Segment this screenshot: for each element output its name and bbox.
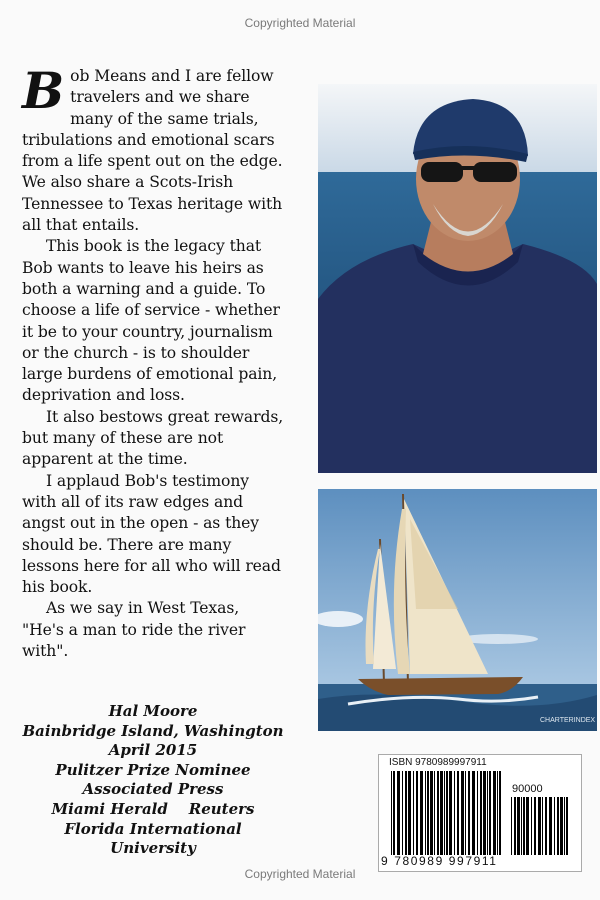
barcode-bar [416,771,418,855]
barcode-bar [557,797,559,855]
barcode-bar [480,771,482,855]
price-code: 90000 [512,783,543,795]
barcode-bar [397,771,400,855]
blurb-paragraph-2: This book is the legacy that Bob wants to leave his heirs as both a warning and a guide. To choose a life of service - whether it be to your country, journalism or the church - is to shoulder large burdens of emotional pain, deprivation and loss. [22,237,280,405]
barcode-bar [497,771,498,855]
signature-credential-3: Miami Herald Reuters [51,799,255,818]
barcode-bar [521,797,522,855]
barcode-bar [420,771,423,855]
barcode-bar [514,797,516,855]
barcode-bar [391,771,392,855]
isbn-barcode [378,754,582,872]
blurb-paragraph-5: As we say in West Texas, "He's a man to ride the river with". [22,599,246,661]
signature-name: Hal Moore [108,702,198,720]
barcode-bar [454,771,455,855]
barcode-bar [434,771,435,855]
barcode-addon-bars [511,797,569,855]
barcode-bar [499,771,501,855]
barcode-bar [393,771,395,855]
signature-credential-2: Associated Press [82,780,224,799]
barcode-bar [566,797,568,855]
barcode-main-bars [391,771,503,855]
barcode-bar [564,797,565,855]
signature-credential-1: Pulitzer Prize Nominee [55,760,251,779]
barcode-bar [549,797,552,855]
barcode-bar [427,771,429,855]
author-signature [22,702,284,859]
barcode-bar [408,771,411,855]
barcode-bar [413,771,414,855]
barcode-digits: 9 780989 997911 [381,854,498,868]
barcode-bar [449,771,452,855]
barcode-bar [517,797,520,855]
barcode-bar [542,797,543,855]
barcode-bar [477,771,478,855]
barcode-bar [538,797,541,855]
isbn-label: ISBN 9780989997911 [389,757,487,768]
barcode-bar [430,771,433,855]
barcode-bar [554,797,555,855]
blurb-paragraph-1: Bob Means and I are fellow travelers and we share many of the same trials, tribulations and emotional scars from a life spent out on the edge. We also share a Scots-Irish Tennessee to Texas heritage with all that entails. [22,61,283,235]
barcode-bar [425,771,426,855]
barcode-bar [560,797,563,855]
barcode-bar [526,797,529,855]
photo-credit: CHARTERINDEX [540,717,596,724]
signature-credential-4: Florida International [64,819,242,838]
drop-cap: B [22,61,65,120]
barcode-bar [483,771,486,855]
barcode-bar [461,771,464,855]
barcode-bar [457,771,459,855]
barcode-bar [531,797,532,855]
signature-credential-5: University [110,839,196,858]
blurb-paragraph-3: It also bestows great rewards, but many of these are not apparent at the time. [22,407,284,469]
signature-location: Bainbridge Island, Washington [22,721,284,740]
author-photo [318,84,597,473]
barcode-bar [511,797,512,855]
barcode-bar [545,797,547,855]
barcode-bar [472,771,475,855]
barcode-bar [440,771,443,855]
signature-date: April 2015 [108,741,198,760]
barcode-bar [446,771,448,855]
barcode-bar [437,771,439,855]
sailboat-photo [318,489,597,731]
blurb-text [22,61,284,662]
blurb-paragraph-4: I applaud Bob's testimony with all of its raw edges and angst out in the open - as they should be. There are many lessons here for all who will read his book. [22,471,281,597]
barcode-bar [493,771,496,855]
barcode-bar [465,771,466,855]
watermark-top: Copyrighted Material [244,16,356,30]
barcode-bar [534,797,536,855]
barcode-bar [489,771,491,855]
barcode-bar [405,771,407,855]
barcode-bar [523,797,525,855]
barcode-bar [487,771,488,855]
barcode-bar [444,771,445,855]
watermark-bottom: Copyrighted Material [244,867,356,881]
barcode-bar [468,771,470,855]
barcode-bar [402,771,403,855]
